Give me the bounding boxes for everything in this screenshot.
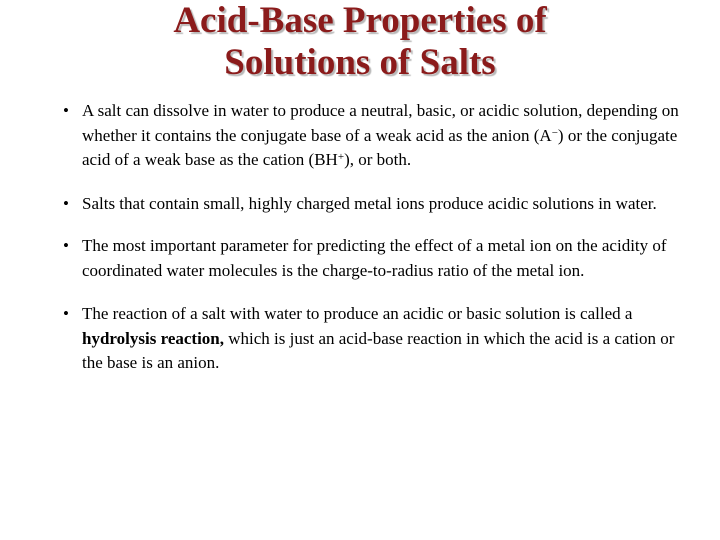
bullet-list <box>56 99 696 376</box>
bullet-item <box>56 99 696 173</box>
bullet-item <box>56 192 696 217</box>
bullet-item <box>56 302 696 376</box>
bullet-text: Salts that contain small, highly charged metal ions produce acidic solutions in water. <box>82 193 657 213</box>
cation-charge: + <box>337 151 345 163</box>
bullet-item <box>56 234 696 283</box>
title-line-2: Solutions of Salts <box>224 42 496 83</box>
bullet-text: ) or the conjugate acid of a weak base as the cation (BH <box>82 125 678 169</box>
hydrolysis-term: hydrolysis reaction, <box>82 328 224 348</box>
bullet-dot-icon: • <box>63 236 69 255</box>
bullet-text: The reaction of a salt with water to produce an acidic or basic solution is called a <box>82 304 633 323</box>
bullet-dot-icon: • <box>63 101 69 120</box>
bullet-text: which is just an acid-base reaction in which the acid is a cation or the base is an anion. <box>82 328 675 372</box>
bullet-text: ), or both. <box>344 150 412 169</box>
anion-charge: − <box>551 126 558 139</box>
bullet-dot-icon: • <box>63 304 69 323</box>
bullet-text: A salt can dissolve in water to produce a neutral, basic, or acidic solution, depending on whether it contains the conjugate base of a weak acid as the anion (A <box>82 101 679 145</box>
bullet-text: The most important parameter for predicting the effect of a metal ion on the acidity of coordinated water molecules is the charge-to-radius ratio of the metal ion. <box>82 236 667 280</box>
title-line-1: Acid-Base Properties of <box>173 0 547 41</box>
bullet-dot-icon: • <box>63 193 69 213</box>
slide-title <box>0 0 720 84</box>
